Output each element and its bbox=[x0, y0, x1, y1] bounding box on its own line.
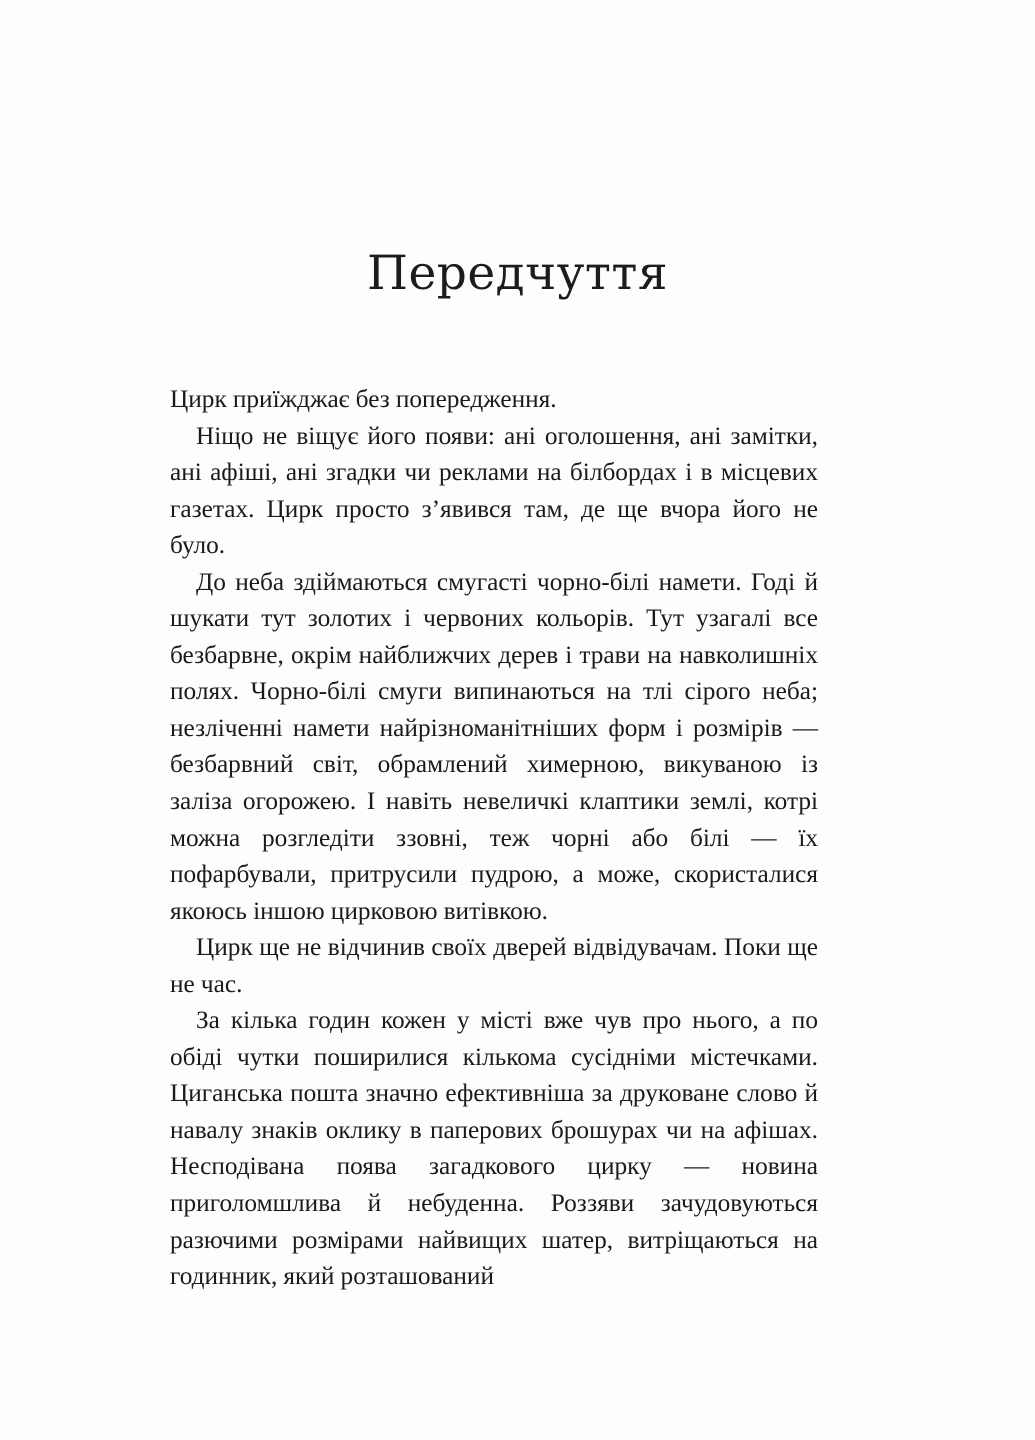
body-paragraph: Цирк ще не відчинив своїх дверей відвідувачам. Поки ще не час. bbox=[170, 933, 818, 998]
body-paragraph: До неба здіймаються смугасті чорно-білі намети. Годі й шукати тут золотих і червоних кольорів. Тут узагалі все безбарвне, окрім найближчих дерев і трави на навколишніх полях. Чорно-білі смуги випинаються на тлі сірого неба; незліченні намети найрізноманітніших форм і розмірів — безбарвний світ, обрамлений химерною, викуваною із заліза огорожею. І навіть невеличкі клаптики землі, котрі можна розгледіти ззовні, теж чорні або білі — їх пофарбували, притрусили пудрою, а може, скористалися якоюсь іншою цирковою витівкою. bbox=[170, 567, 818, 925]
body-paragraph: За кілька годин кожен у місті вже чув про нього, а по обіді чутки поширилися кількома сусідніми містечками. Циганська пошта значно ефективніша за друковане слово й навалу знаків оклику в паперових брошурах чи на афішах. Несподівана поява загадкового цирку — новина приголомшлива й небуденна. Роззяви зачудовуються разючими розмірами найвищих шатер, витріщаються на годинник, який розташований bbox=[170, 1006, 818, 1291]
page-title: Передчуття bbox=[366, 246, 669, 302]
body-text-block bbox=[170, 381, 818, 1295]
body-paragraph: Цирк приїжджає без попередження. bbox=[170, 385, 557, 413]
body-paragraph: Ніщо не віщує його появи: ані оголошення, ані замітки, ані афіші, ані згадки чи реклами на білбордах і в місцевих газетах. Цирк просто з’явився там, де ще вчора його не було. bbox=[170, 421, 818, 560]
